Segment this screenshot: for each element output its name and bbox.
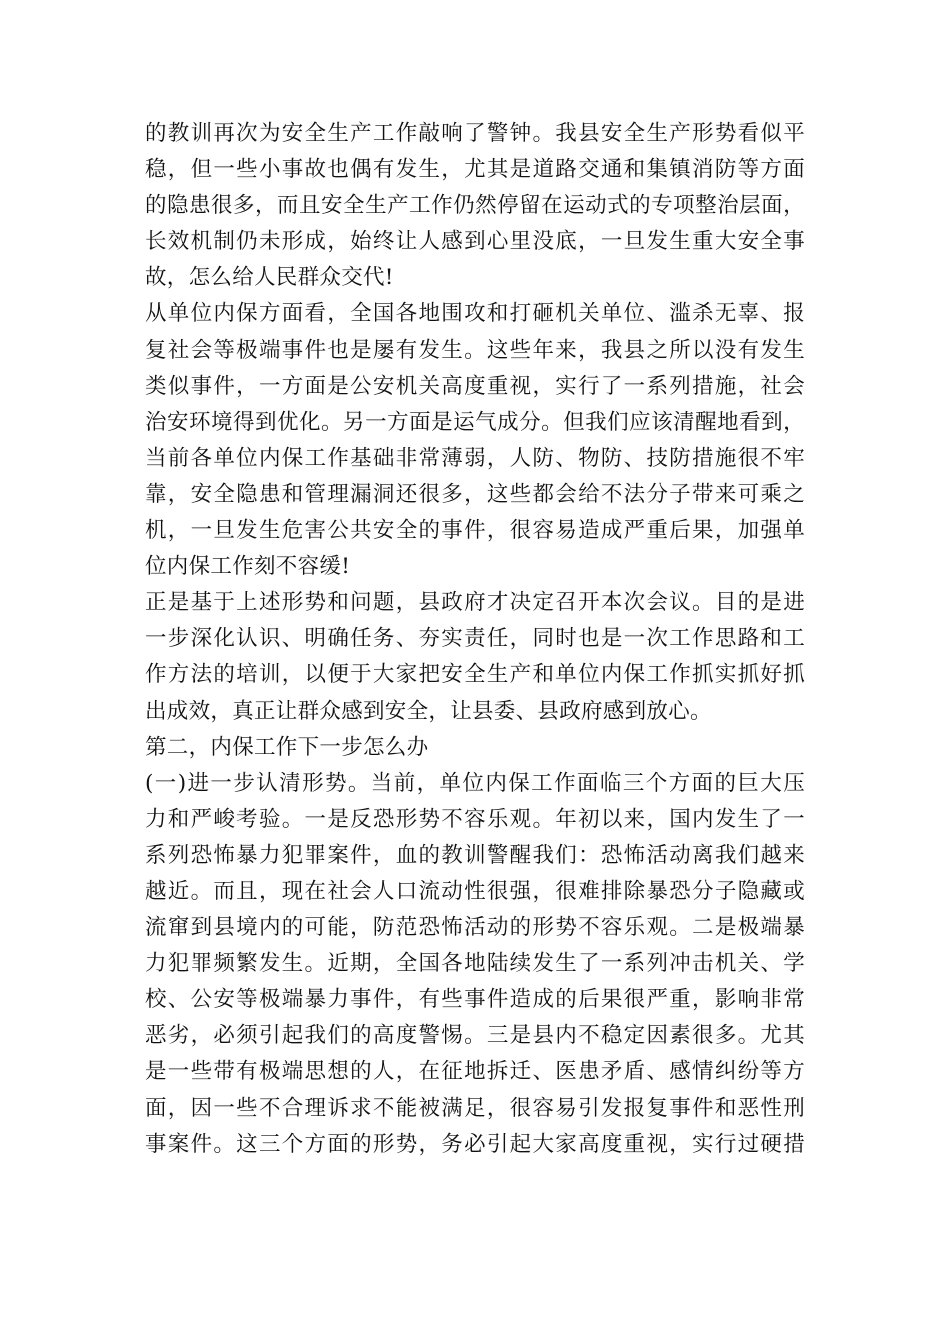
- text-line: 第二，内保工作下一步怎么办: [145, 734, 429, 760]
- text-line: 的教训再次为安全生产工作敲响了警钟。我县安全生产形势看似平: [145, 121, 805, 146]
- text-line: 事案件。这三个方面的形势，务必引起大家高度重视，实行过硬措: [145, 1131, 805, 1157]
- text-line: 恶劣，必须引起我们的高度警惕。三是县内不稳定因素很多。尤其: [145, 1023, 805, 1049]
- text-line: 治安环境得到优化。另一方面是运气成分。但我们应该清醒地看到，: [145, 409, 805, 435]
- text-line: 复社会等极端事件也是屡有发生。这些年来，我县之所以没有发生: [145, 337, 805, 363]
- text-line: 力犯罪频繁发生。近期，全国各地陆续发生了一系列冲击机关、学: [145, 951, 805, 977]
- text-line: 校、公安等极端暴力事件，有些事件造成的后果很严重，影响非常: [145, 987, 805, 1013]
- text-line: 出成效，真正让群众感到安全，让县委、县政府感到放心。: [145, 698, 712, 724]
- text-line: 的隐患很多，而且安全生产工作仍然停留在运动式的专项整治层面，: [145, 193, 805, 219]
- text-line: 稳，但一些小事故也偶有发生，尤其是道路交通和集镇消防等方面: [145, 157, 805, 183]
- text-line: 长效机制仍未形成，始终让人感到心里没底，一旦发生重大安全事: [145, 229, 805, 255]
- document-body: [145, 116, 805, 1163]
- text-line: 类似事件，一方面是公安机关高度重视，实行了一系列措施，社会: [145, 373, 805, 399]
- text-line: 正是基于上述形势和问题，县政府才决定召开本次会议。目的是进: [145, 590, 805, 616]
- text-line: 流窜到县境内的可能，防范恐怖活动的形势不容乐观。二是极端暴: [145, 915, 805, 941]
- text-line: 系列恐怖暴力犯罪案件，血的教训警醒我们：恐怖活动离我们越来: [145, 842, 805, 868]
- text-line: 故，怎么给人民群众交代!: [145, 265, 394, 291]
- text-line: 面，因一些不合理诉求不能被满足，很容易引发报复事件和恶性刑: [145, 1095, 805, 1121]
- text-line: 当前各单位内保工作基础非常薄弱，人防、物防、技防措施很不牢: [145, 445, 805, 471]
- text-line: 一步深化认识、明确任务、夯实责任，同时也是一次工作思路和工: [145, 626, 805, 652]
- text-line: 机，一旦发生危害公共安全的事件，很容易造成严重后果，加强单: [145, 518, 805, 544]
- text-line: 是一些带有极端思想的人，在征地拆迁、医患矛盾、感情纠纷等方: [145, 1059, 805, 1085]
- text-line: 位内保工作刻不容缓!: [145, 554, 351, 580]
- text-line: 靠，安全隐患和管理漏洞还很多，这些都会给不法分子带来可乘之: [145, 481, 805, 507]
- text-line: 力和严峻考验。一是反恐形势不容乐观。年初以来，国内发生了一: [145, 806, 805, 832]
- text-line: 越近。而且，现在社会人口流动性很强，很难排除暴恐分子隐藏或: [145, 878, 805, 904]
- text-line: 作方法的培训，以便于大家把安全生产和单位内保工作抓实抓好抓: [145, 662, 805, 688]
- text-line: (一)进一步认清形势。当前，单位内保工作面临三个方面的巨大压: [145, 770, 805, 796]
- text-line: 从单位内保方面看，全国各地围攻和打砸机关单位、滥杀无辜、报: [145, 301, 805, 327]
